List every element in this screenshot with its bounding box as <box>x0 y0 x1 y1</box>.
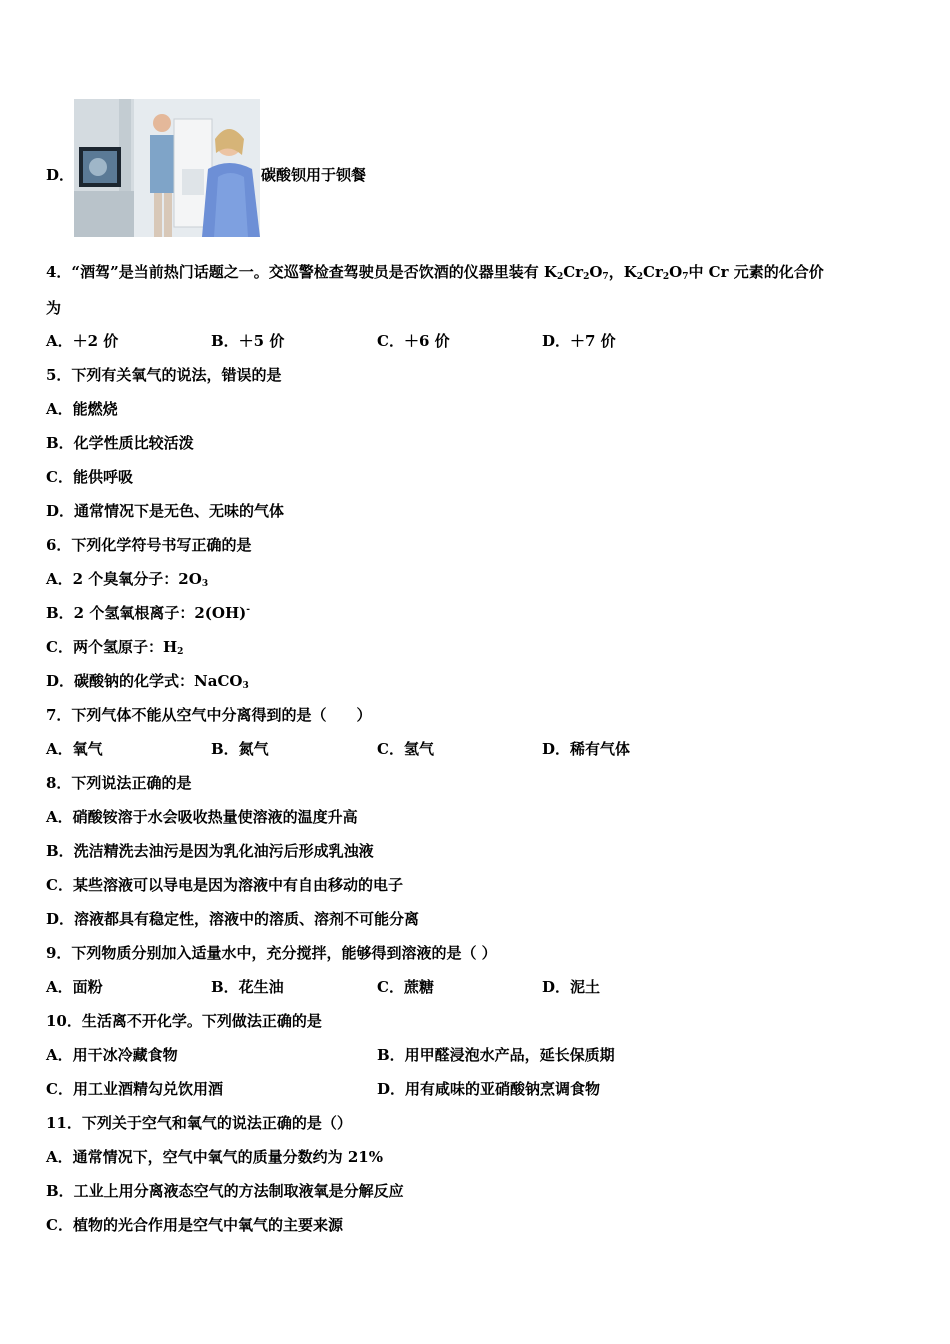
q11-stem: 11．下列关于空气和氧气的说法正确的是（） <box>46 1114 352 1132</box>
q8-option-c: C．某些溶液可以导电是因为溶液中有自由移动的电子 <box>46 876 403 894</box>
q7-option-d: D．稀有气体 <box>542 740 631 758</box>
q9-option-b: B．花生油 <box>211 978 284 996</box>
q6-stem: 6．下列化学符号书写正确的是 <box>46 536 252 554</box>
q10-stem: 10．生活离不开化学。下列做法正确的是 <box>46 1012 322 1030</box>
q10-option-a: A．用干冰冷藏食物 <box>46 1046 178 1064</box>
q7-option-c: C．氢气 <box>377 740 434 758</box>
q10-option-d: D．用有咸味的亚硝酸钠烹调食物 <box>377 1080 601 1098</box>
q9-stem: 9．下列物质分别加入适量水中，充分搅拌，能够得到溶液的是（ ） <box>46 944 497 962</box>
q9-option-a: A．面粉 <box>46 978 103 996</box>
q3-option-d-letter: D． <box>46 166 75 184</box>
q7-stem: 7．下列气体不能从空气中分离得到的是（ ） <box>46 706 372 724</box>
xray-exam-photo <box>74 99 260 237</box>
q4-stem-continued: 为 <box>46 299 62 317</box>
q6-option-c: C．两个氢原子：$H_2$ <box>46 638 184 657</box>
q6-option-d: D．碳酸钠的化学式：NaCO$_3$ <box>46 672 249 691</box>
q5-option-b: B．化学性质比较活泼 <box>46 434 194 452</box>
q11-option-c: C．植物的光合作用是空气中氧气的主要来源 <box>46 1216 343 1234</box>
q4-option-a: A．＋2 价 <box>46 332 119 350</box>
q4-option-c: C．＋6 价 <box>377 332 450 350</box>
q8-option-d: D．溶液都具有稳定性，溶液中的溶质、溶剂不可能分离 <box>46 910 420 928</box>
q5-option-d: D．通常情况下是无色、无味的气体 <box>46 502 285 520</box>
q4-option-b: B．＋5 价 <box>211 332 285 350</box>
q10-option-c: C．用工业酒精勾兑饮用酒 <box>46 1080 223 1098</box>
q4-stem: 4．“酒驾”是当前热门话题之一。交巡警检查驾驶员是否饮酒的仪器里装有 $K_2Cr_2O_7$，$K_2Cr_2O_7$中 Cr 元素的化合价 <box>46 263 824 282</box>
q8-option-a: A．硝酸铵溶于水会吸收热量使溶液的温度升高 <box>46 808 358 826</box>
q8-option-b: B．洗洁精洗去油污是因为乳化油污后形成乳浊液 <box>46 842 374 860</box>
q10-option-b: B．用甲醛浸泡水产品，延长保质期 <box>377 1046 615 1064</box>
q5-stem: 5．下列有关氧气的说法，错误的是 <box>46 366 282 384</box>
q11-option-a: A．通常情况下，空气中氧气的质量分数约为 21% <box>46 1148 383 1166</box>
q7-option-b: B．氮气 <box>211 740 269 758</box>
q3-option-d-text: 碳酸钡用于钡餐 <box>261 166 367 184</box>
q5-option-a: A．能燃烧 <box>46 400 118 418</box>
q5-option-c: C．能供呼吸 <box>46 468 133 486</box>
xray-exam-illustration <box>74 99 260 237</box>
q6-option-a: A．2 个臭氧分子：$2O_3$ <box>46 570 209 589</box>
q6-option-b: B．2 个氢氧根离子：2(OH)- <box>46 604 250 622</box>
q11-option-b: B．工业上用分离液态空气的方法制取液氧是分解反应 <box>46 1182 404 1200</box>
q7-option-a: A．氧气 <box>46 740 103 758</box>
q4-option-d: D．＋7 价 <box>542 332 616 350</box>
q8-stem: 8．下列说法正确的是 <box>46 774 192 792</box>
q9-option-c: C．蔗糖 <box>377 978 434 996</box>
q9-option-d: D．泥土 <box>542 978 601 996</box>
